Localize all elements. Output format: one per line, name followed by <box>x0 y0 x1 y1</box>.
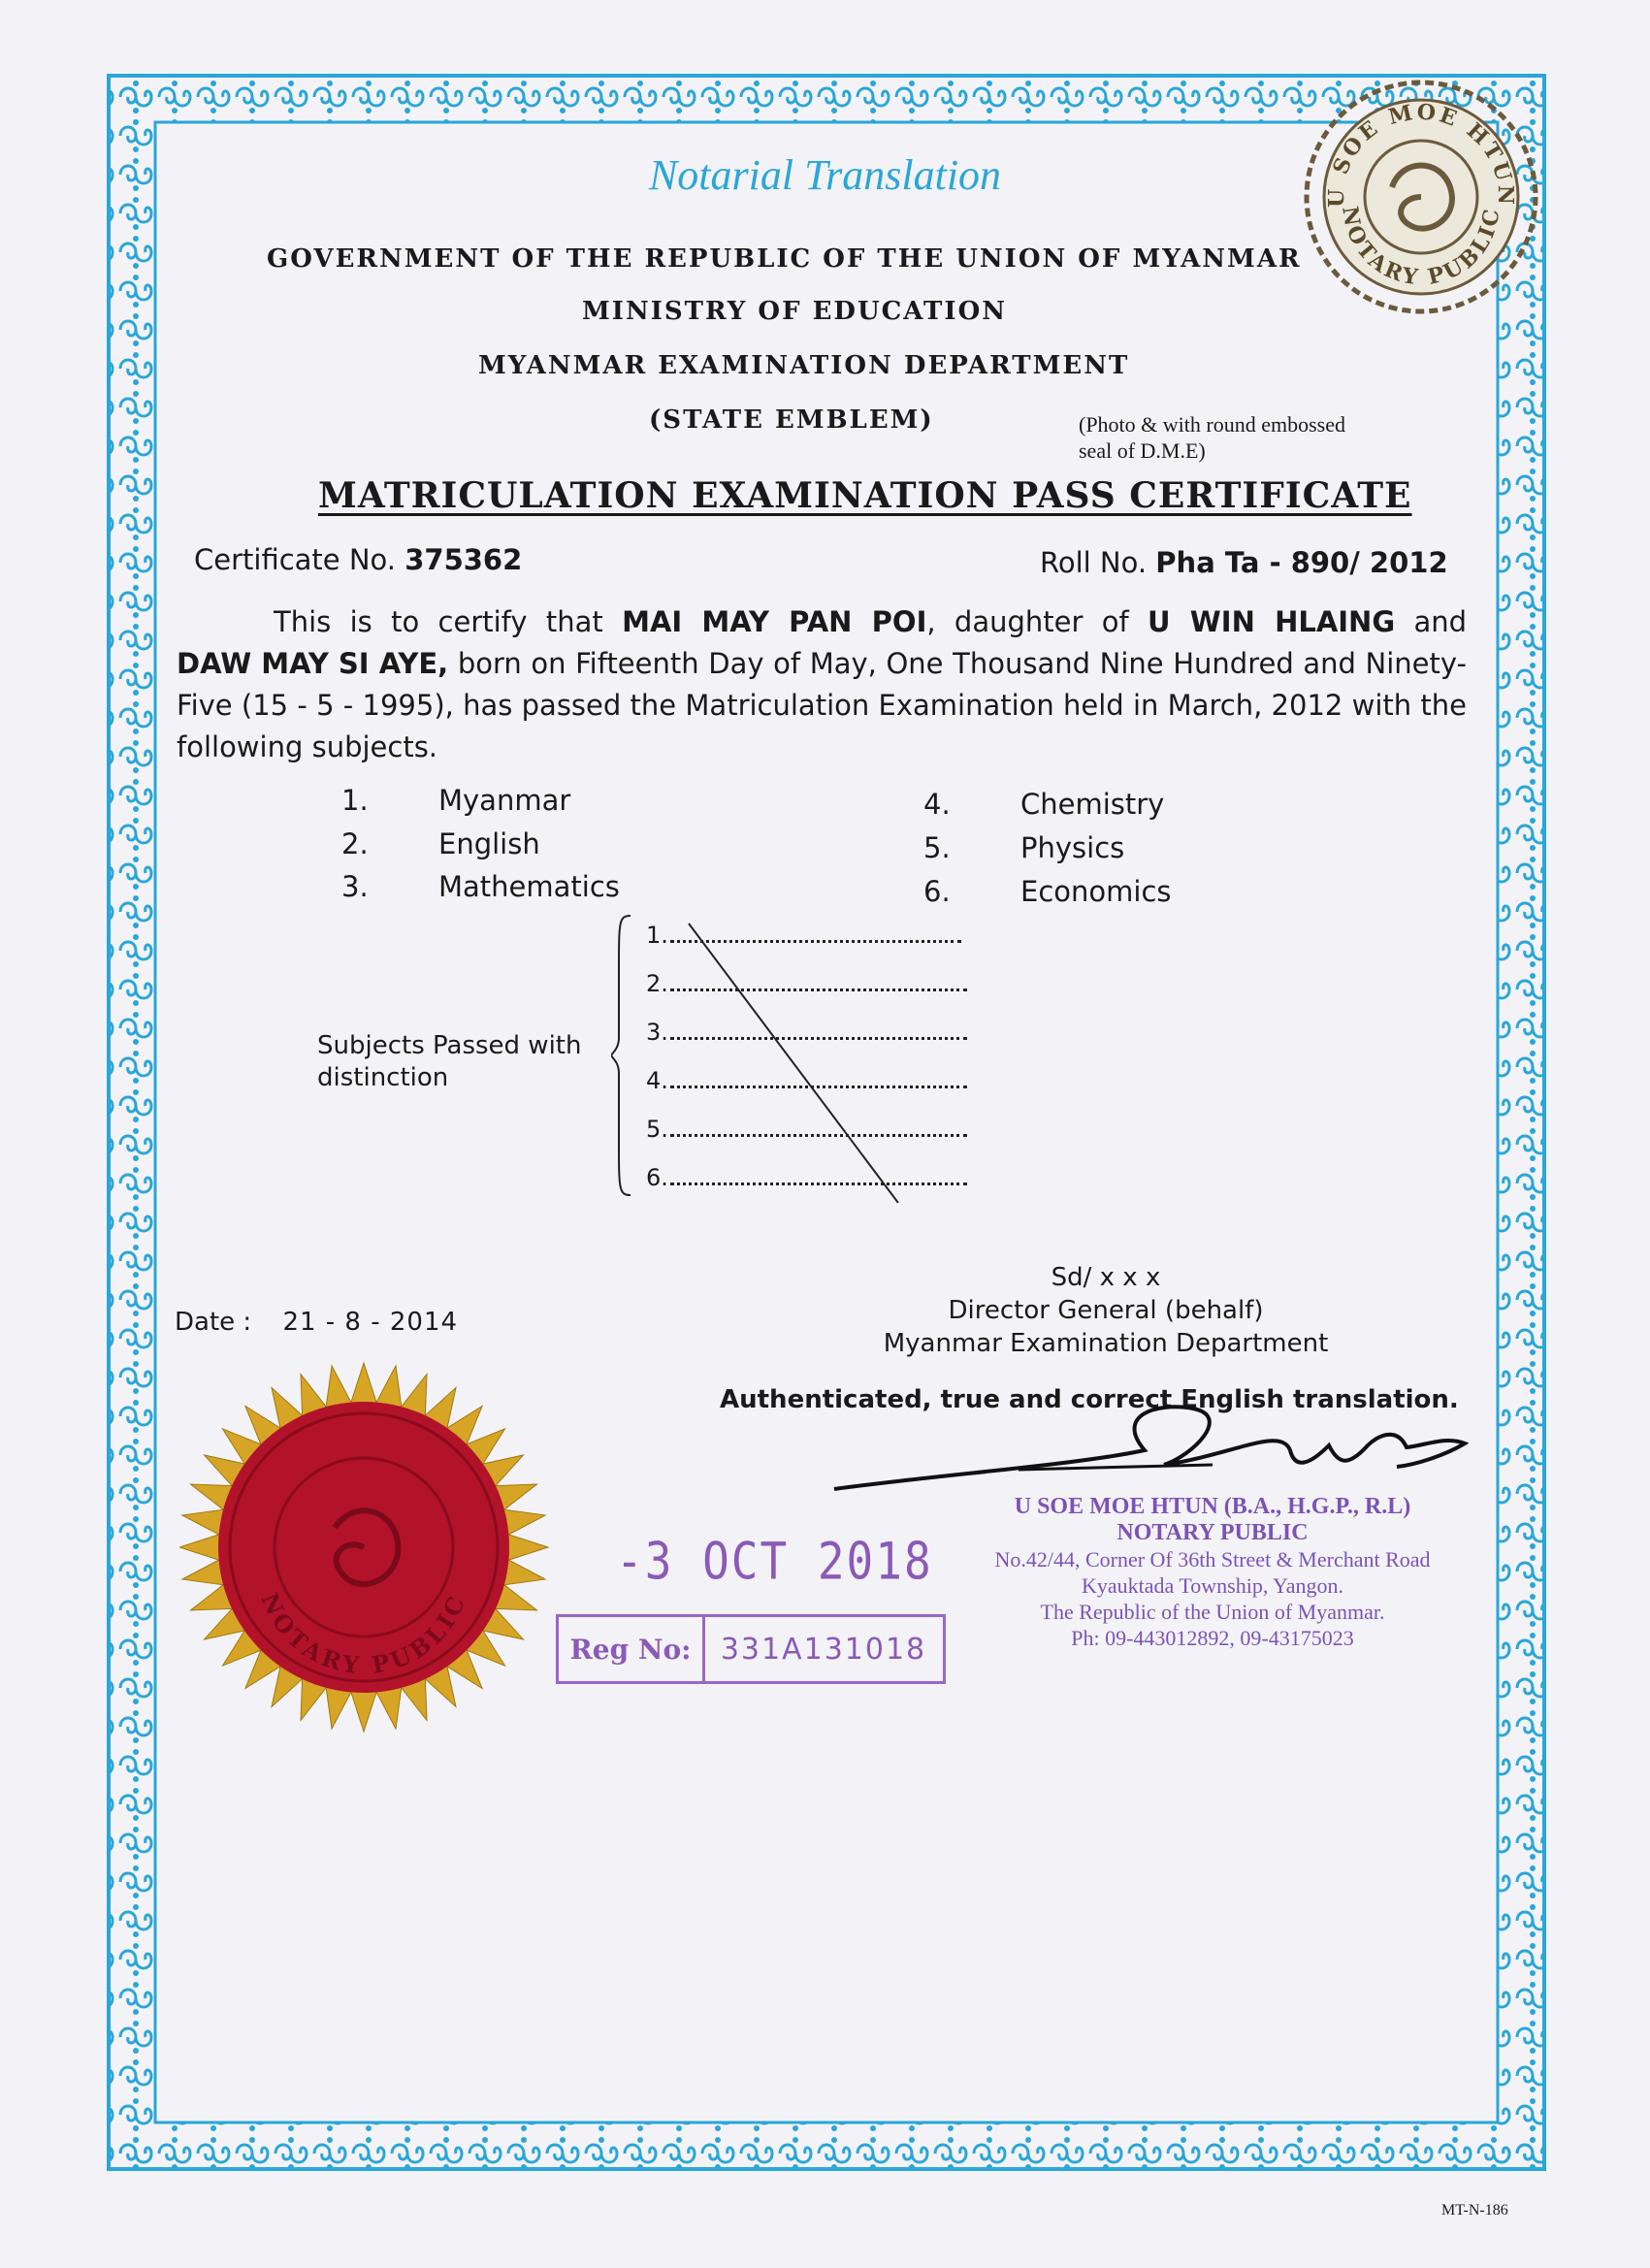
distinction-row <box>646 1116 967 1143</box>
stamp-date: -3 OCT 2018 <box>616 1530 933 1592</box>
notary-title: NOTARY PUBLIC <box>1116 1520 1309 1545</box>
distinction-row-number: 6. <box>646 1164 668 1191</box>
dotted-line <box>670 1037 967 1040</box>
student-name: MAI MAY PAN POI <box>622 605 927 638</box>
subject-number: 5. <box>923 831 951 864</box>
notary-phone: Ph: 09-443012892, 09-43175023 <box>1071 1626 1354 1650</box>
subject-name: Myanmar <box>438 784 571 817</box>
notary-signature <box>825 1397 1484 1504</box>
dotted-line <box>670 1085 967 1088</box>
strike-through-line <box>689 923 898 1203</box>
director-signature-block <box>776 1261 1436 1360</box>
subject-number: 3. <box>341 870 369 903</box>
government-heading: GOVERNMENT OF THE REPUBLIC OF THE UNION OF MYANMAR <box>267 244 1302 274</box>
subject-number: 1. <box>341 784 369 817</box>
dotted-line <box>670 940 961 943</box>
roll-number-value: Pha Ta - 890/ 2012 <box>1155 546 1448 579</box>
subject-name: Chemistry <box>1020 788 1165 821</box>
subject-number: 2. <box>341 827 369 860</box>
distinction-row-number: 2. <box>646 970 668 997</box>
body-text-1: This is to certify that <box>274 605 603 638</box>
seal-top-text: U SOE MOE HTUN <box>1323 99 1519 209</box>
subject-number: 6. <box>923 875 951 908</box>
roll-number-label: Roll No. <box>1040 546 1148 579</box>
subject-name: Economics <box>1020 875 1172 908</box>
dotted-line <box>670 988 967 991</box>
distinction-row <box>646 1164 967 1191</box>
distinction-row <box>646 922 961 949</box>
dotted-line <box>670 1183 967 1185</box>
distinction-label-line-1: Subjects Passed with <box>317 1031 582 1060</box>
subject-name: Physics <box>1020 831 1125 864</box>
notary-address-3: The Republic of the Union of Myanmar. <box>1040 1600 1385 1624</box>
body-text-3: and <box>1413 605 1468 638</box>
registration-label: Reg No: <box>559 1617 705 1681</box>
state-emblem-label: (STATE EMBLEM) <box>649 405 934 435</box>
notary-seal-top <box>1271 47 1571 347</box>
distinction-row-number: 3. <box>646 1019 668 1046</box>
certificate-number-label: Certificate No. <box>194 543 396 576</box>
department-heading: MYANMAR EXAMINATION DEPARTMENT <box>478 351 1130 380</box>
subject-name: English <box>438 827 540 860</box>
roll-number <box>1040 546 1448 579</box>
seal-bottom-text: NOTARY PUBLIC <box>1337 204 1505 291</box>
form-number: MT-N-186 <box>1441 2202 1508 2219</box>
ministry-heading: MINISTRY OF EDUCATION <box>582 297 1007 326</box>
dotted-line <box>670 1134 967 1137</box>
distinction-bracket <box>611 912 989 1203</box>
signature-department: Myanmar Examination Department <box>883 1329 1329 1358</box>
date-label: Date : <box>175 1308 252 1337</box>
mother-name: DAW MAY SI AYE, <box>177 647 449 680</box>
body-text-4: born on Fifteenth Day of May, One Thousand Nine Hundred and Ninety-Five (15 - 5 - 1995), has passed the Matriculation Examination held in March, 2012 with the following subjects. <box>177 647 1467 763</box>
certification-paragraph <box>177 601 1467 768</box>
distinction-label <box>317 1030 608 1094</box>
certificate-title: MATRICULATION EXAMINATION PASS CERTIFICATE <box>318 475 1412 516</box>
distinction-row <box>646 1067 967 1094</box>
certificate-number <box>194 543 522 576</box>
notarial-translation-heading: Notarial Translation <box>648 151 1002 199</box>
father-name: U WIN HLAING <box>1148 605 1396 638</box>
subject-number: 4. <box>923 788 951 821</box>
body-text-2: , daughter of <box>926 605 1129 638</box>
notary-address-2: Kyauktada Township, Yangon. <box>1082 1573 1343 1598</box>
signature-sd: Sd/ x x x <box>1051 1263 1161 1292</box>
authentication-statement: Authenticated, true and correct English translation. <box>720 1385 1459 1414</box>
notary-address-1: No.42/44, Corner Of 36th Street & Merchant Road <box>994 1547 1431 1571</box>
distinction-row <box>646 1019 967 1046</box>
photo-note <box>1079 411 1389 464</box>
distinction-label-line-2: distinction <box>317 1063 449 1092</box>
distinction-row-number: 4. <box>646 1067 668 1094</box>
subject-name: Mathematics <box>438 870 620 903</box>
notary-name: U SOE MOE HTUN (B.A., H.G.P., R.L) <box>1014 1494 1411 1519</box>
registration-stamp <box>556 1614 946 1684</box>
notary-stamp <box>902 1494 1523 1651</box>
registration-number: 331A131018 <box>720 1632 927 1667</box>
photo-note-line-1: (Photo & with round embossed <box>1079 412 1345 437</box>
distinction-row-number: 1. <box>646 922 668 949</box>
red-wax-seal <box>179 1358 558 1746</box>
issue-date <box>175 1308 458 1337</box>
distinction-row-number: 5. <box>646 1116 668 1143</box>
photo-note-line-2: seal of D.M.E) <box>1079 438 1206 463</box>
red-seal-text: NOTARY PUBLIC <box>255 1588 472 1680</box>
certificate-number-value: 375362 <box>404 543 523 576</box>
date-value: 21 - 8 - 2014 <box>282 1308 459 1337</box>
distinction-row <box>646 970 967 997</box>
signature-title: Director General (behalf) <box>948 1296 1264 1325</box>
